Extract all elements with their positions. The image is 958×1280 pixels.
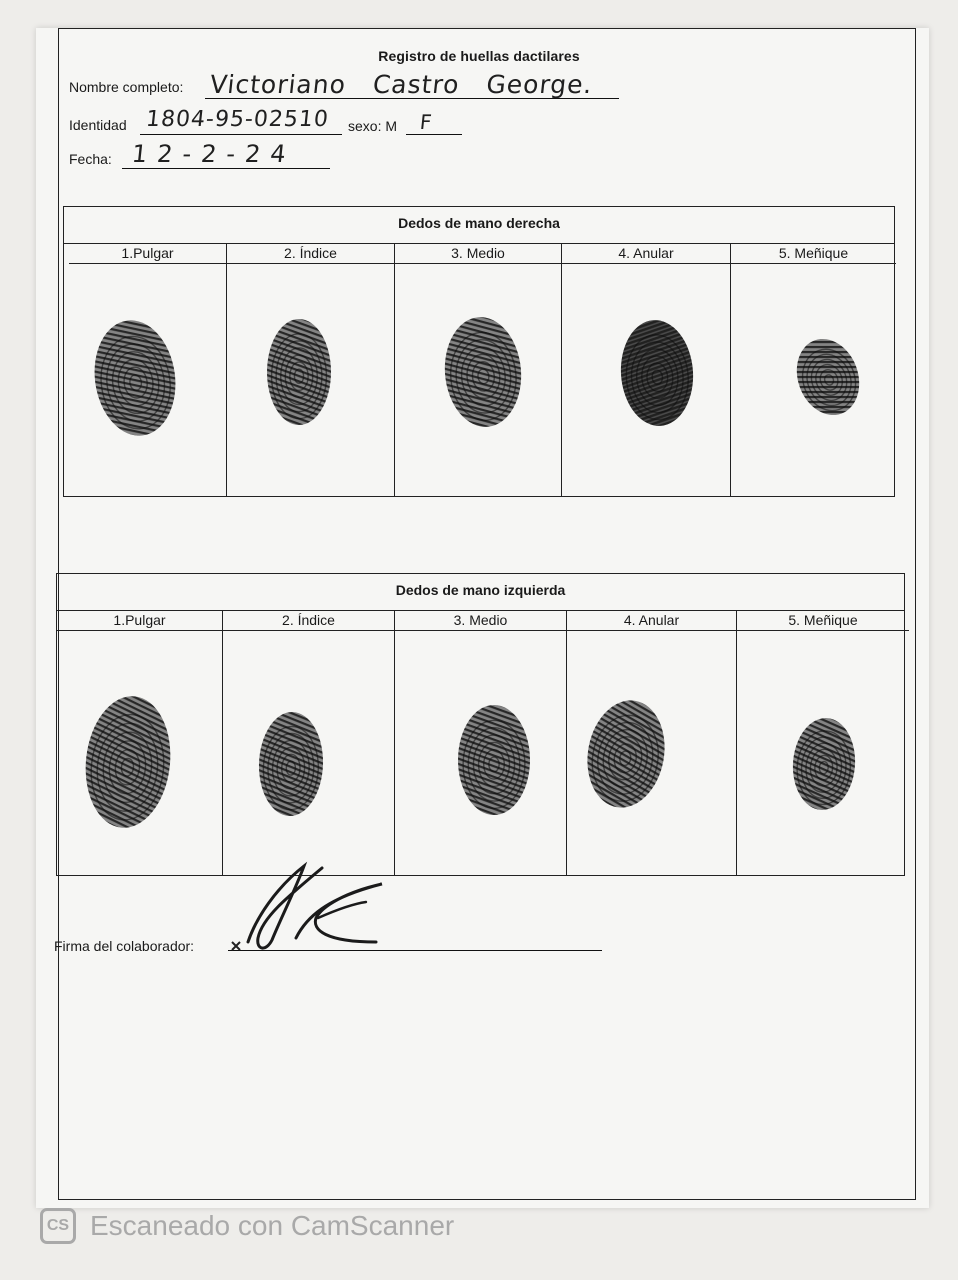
camscanner-watermark bbox=[40, 1204, 454, 1248]
form-title: Registro de huellas dactilares bbox=[378, 48, 580, 64]
left-thumb-cell bbox=[57, 610, 223, 875]
left-little-cell bbox=[737, 610, 909, 875]
name-label: Nombre completo: bbox=[69, 79, 184, 95]
left-hand-table bbox=[56, 573, 905, 876]
right-thumb-cell bbox=[69, 243, 227, 496]
identity-line bbox=[140, 134, 342, 135]
right-middle-cell bbox=[395, 243, 562, 496]
right-hand-title: Dedos de mano derecha bbox=[64, 207, 894, 244]
date-line bbox=[122, 168, 330, 169]
left-middle-label: 3. Medio bbox=[395, 610, 566, 631]
left-middle-cell bbox=[395, 610, 567, 875]
sex-line bbox=[406, 134, 462, 135]
right-ring-cell bbox=[562, 243, 731, 496]
right-thumb-label: 1.Pulgar bbox=[69, 243, 226, 264]
left-little-label: 5. Meñique bbox=[737, 610, 909, 631]
right-index-cell bbox=[227, 243, 395, 496]
left-index-cell bbox=[223, 610, 395, 875]
signature-image bbox=[226, 858, 396, 958]
date-label: Fecha: bbox=[69, 151, 112, 167]
name-handwritten: Victoriano Castro George. bbox=[208, 70, 595, 99]
identity-label: Identidad bbox=[69, 117, 127, 133]
left-ring-cell bbox=[567, 610, 737, 875]
right-little-cell bbox=[731, 243, 896, 496]
right-index-label: 2. Índice bbox=[227, 243, 394, 264]
sex-handwritten: F bbox=[418, 110, 434, 134]
right-ring-label: 4. Anular bbox=[562, 243, 730, 264]
camscanner-logo: CS bbox=[40, 1208, 76, 1244]
left-thumb-label: 1.Pulgar bbox=[57, 610, 222, 631]
right-middle-label: 3. Medio bbox=[395, 243, 561, 264]
date-handwritten: 12-2-24 bbox=[130, 140, 298, 168]
left-ring-label: 4. Anular bbox=[567, 610, 736, 631]
camscanner-text: Escaneado con CamScanner bbox=[90, 1210, 455, 1241]
left-hand-title: Dedos de mano izquierda bbox=[57, 574, 904, 611]
sex-label: sexo: M bbox=[348, 118, 398, 134]
left-index-label: 2. Índice bbox=[223, 610, 394, 631]
identity-handwritten: 1804-95-02510 bbox=[144, 107, 331, 132]
right-little-label: 5. Meñique bbox=[731, 243, 896, 264]
signature-label: Firma del colaborador: bbox=[54, 938, 195, 954]
right-hand-table bbox=[63, 206, 895, 497]
